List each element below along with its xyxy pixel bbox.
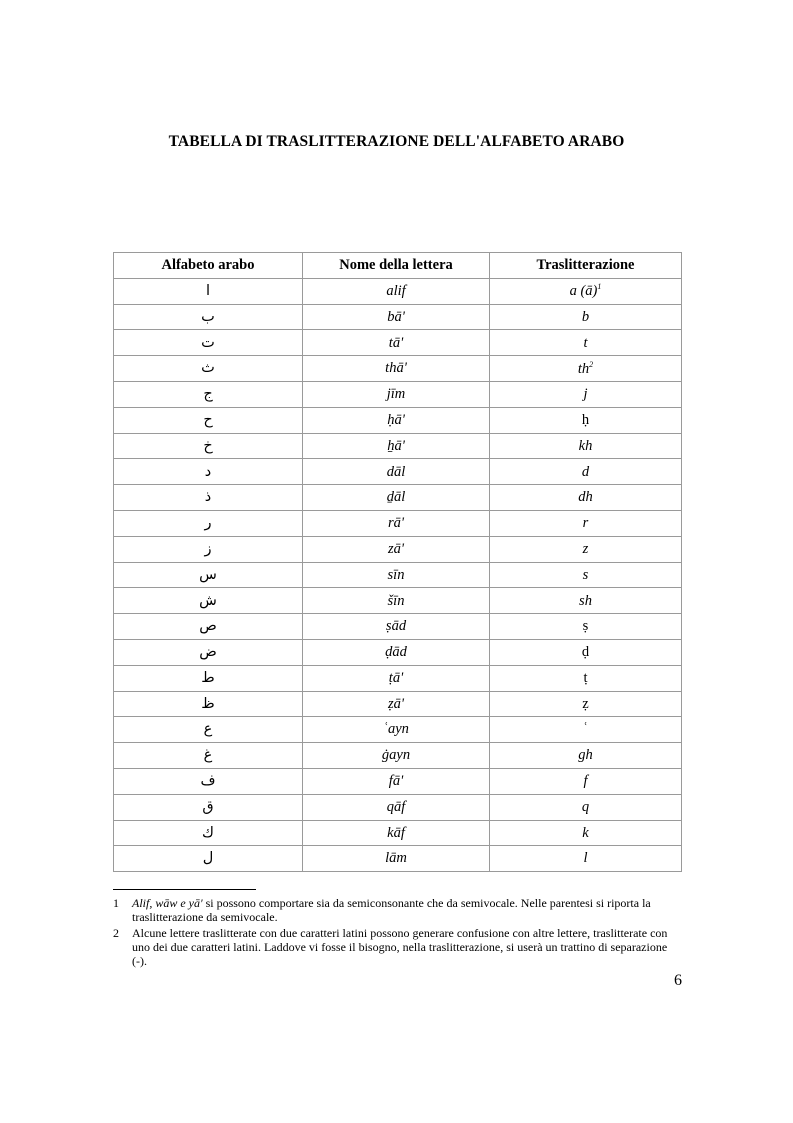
arabic-letter-cell: ف	[114, 768, 303, 794]
table-row	[114, 536, 682, 562]
letter-name-cell: kāf	[303, 820, 490, 846]
footnote-text: Alcune lettere traslitterate con due caratteri latini possono generare confusione con altre lettere, traslitterate con uno dei due caratteri latini. Laddove vi fosse il bisogno, nella traslitterazione, si userà un trattino di separazione (-).	[132, 926, 668, 968]
header-letter-name: Nome della lettera	[303, 253, 490, 279]
transliteration-cell	[490, 588, 682, 614]
arabic-letter-cell: ح	[114, 407, 303, 433]
letter-name-cell: tā'	[303, 330, 490, 356]
table-row	[114, 330, 682, 356]
arabic-letter-cell: ل	[114, 846, 303, 872]
footnote-separator	[113, 889, 256, 890]
transliteration-cell	[490, 691, 682, 717]
arabic-letter-cell: ط	[114, 665, 303, 691]
table-row	[114, 356, 682, 382]
transliteration-value: sh	[579, 592, 592, 609]
arabic-letter-cell: ك	[114, 820, 303, 846]
transliteration-cell	[490, 743, 682, 769]
transliteration-cell	[490, 665, 682, 691]
table-row	[114, 407, 682, 433]
arabic-letter-cell: ض	[114, 639, 303, 665]
transliteration-value: f	[583, 773, 588, 790]
table-row	[114, 381, 682, 407]
transliteration-value: ḥ	[581, 411, 590, 428]
transliteration-value: dh	[578, 489, 593, 506]
transliteration-value: b	[581, 308, 590, 325]
letter-name-cell: ġayn	[303, 743, 490, 769]
letter-name-cell: thā'	[303, 356, 490, 382]
table-row	[114, 639, 682, 665]
arabic-letter-cell: د	[114, 459, 303, 485]
footnotes	[113, 896, 673, 970]
arabic-letter-cell: غ	[114, 743, 303, 769]
transliteration-value: z	[582, 540, 589, 557]
header-row	[114, 253, 682, 279]
transliteration-cell	[490, 433, 682, 459]
footnote-number: 2	[113, 926, 119, 940]
transliteration-cell	[490, 614, 682, 640]
transliteration-value: ṣ	[582, 618, 589, 635]
table-row	[114, 794, 682, 820]
arabic-letter-cell: ث	[114, 356, 303, 382]
letter-name-cell: ẓā'	[303, 691, 490, 717]
transliteration-cell	[490, 459, 682, 485]
arabic-letter-cell: ا	[114, 278, 303, 304]
transliteration-cell	[490, 485, 682, 511]
table-row	[114, 743, 682, 769]
header-transliteration: Traslitterazione	[490, 253, 682, 279]
transliteration-value: r	[582, 515, 589, 532]
table-row	[114, 304, 682, 330]
transliteration-value: th	[577, 360, 590, 377]
letter-name-cell: ḏāl	[303, 485, 490, 511]
arabic-letter-cell: ش	[114, 588, 303, 614]
table-row	[114, 562, 682, 588]
page-number: 6	[674, 972, 682, 989]
arabic-letter-cell: ق	[114, 794, 303, 820]
transliteration-cell	[490, 381, 682, 407]
transliteration-value: ʿ	[583, 721, 588, 738]
table-row	[114, 485, 682, 511]
letter-name-cell: ḍād	[303, 639, 490, 665]
arabic-letter-cell: ص	[114, 614, 303, 640]
letter-name-cell: ẖā'	[303, 433, 490, 459]
table-row	[114, 768, 682, 794]
header-arabic-alphabet: Alfabeto arabo	[114, 253, 303, 279]
transliteration-cell	[490, 639, 682, 665]
transliteration-value: gh	[578, 747, 593, 764]
transliteration-table	[113, 252, 682, 872]
table-row	[114, 614, 682, 640]
table-row	[114, 588, 682, 614]
letter-name-cell: dāl	[303, 459, 490, 485]
table-row	[114, 433, 682, 459]
transliteration-value: q	[581, 798, 590, 815]
letter-name-cell: rā'	[303, 510, 490, 536]
transliteration-value: t	[583, 334, 588, 351]
table-row	[114, 665, 682, 691]
letter-name-cell: sīn	[303, 562, 490, 588]
letter-name-cell: qāf	[303, 794, 490, 820]
transliteration-cell	[490, 768, 682, 794]
transliteration-cell	[490, 536, 682, 562]
letter-name-cell: fā'	[303, 768, 490, 794]
transliteration-cell	[490, 510, 682, 536]
transliteration-value: l	[583, 850, 588, 867]
table-row	[114, 846, 682, 872]
table-row	[114, 717, 682, 743]
letter-name-cell: alif	[303, 278, 490, 304]
table-row	[114, 510, 682, 536]
letter-name-cell: ṭā'	[303, 665, 490, 691]
table-row	[114, 278, 682, 304]
table-body	[114, 278, 682, 871]
transliteration-cell	[490, 278, 682, 304]
page-title: TABELLA DI TRASLITTERAZIONE DELL'ALFABETO ARABO	[168, 133, 625, 150]
arabic-letter-cell: ج	[114, 381, 303, 407]
transliteration-value: j	[583, 386, 588, 403]
table-row	[114, 820, 682, 846]
transliteration-cell	[490, 304, 682, 330]
transliteration-cell	[490, 717, 682, 743]
transliteration-cell	[490, 820, 682, 846]
footnote-reference: 2	[589, 359, 594, 369]
transliteration-cell	[490, 794, 682, 820]
letter-name-cell: zā'	[303, 536, 490, 562]
letter-name-cell: ḥā'	[303, 407, 490, 433]
transliteration-value: kh	[578, 437, 593, 454]
letter-name-cell: ʿayn	[303, 717, 490, 743]
transliteration-cell	[490, 356, 682, 382]
transliteration-value: d	[581, 463, 590, 480]
footnote-text: si possono comportare sia da semiconsonante che da semivocale. Nelle parentesi si riporta la traslitterazione da semivocale.	[132, 896, 651, 924]
transliteration-cell	[490, 330, 682, 356]
transliteration-value: a (ā)	[569, 283, 598, 300]
table-row	[114, 691, 682, 717]
arabic-letter-cell: ب	[114, 304, 303, 330]
arabic-letter-cell: ذ	[114, 485, 303, 511]
arabic-letter-cell: خ	[114, 433, 303, 459]
arabic-letter-cell: ر	[114, 510, 303, 536]
transliteration-value: ṭ	[583, 669, 588, 686]
transliteration-value: ẓ	[582, 695, 589, 712]
footnote-number: 1	[113, 896, 119, 910]
letter-name-cell: ṣād	[303, 614, 490, 640]
arabic-letter-cell: ز	[114, 536, 303, 562]
arabic-letter-cell: س	[114, 562, 303, 588]
footnote-reference: 1	[597, 282, 602, 292]
transliteration-value: ḍ	[581, 644, 590, 661]
transliteration-value: k	[582, 824, 589, 841]
footnote-2	[113, 926, 673, 968]
arabic-letter-cell: ظ	[114, 691, 303, 717]
arabic-letter-cell: ت	[114, 330, 303, 356]
arabic-letter-cell: ع	[114, 717, 303, 743]
transliteration-cell	[490, 407, 682, 433]
table-header	[114, 253, 682, 279]
letter-name-cell: bā'	[303, 304, 490, 330]
table-row	[114, 459, 682, 485]
letter-name-cell: šīn	[303, 588, 490, 614]
footnote-1	[113, 896, 673, 924]
letter-name-cell: jīm	[303, 381, 490, 407]
transliteration-cell	[490, 562, 682, 588]
transliteration-cell	[490, 846, 682, 872]
letter-name-cell: lām	[303, 846, 490, 872]
transliteration-value: s	[582, 566, 589, 583]
footnote-emphasis: Alif, wāw e yā'	[132, 896, 203, 910]
